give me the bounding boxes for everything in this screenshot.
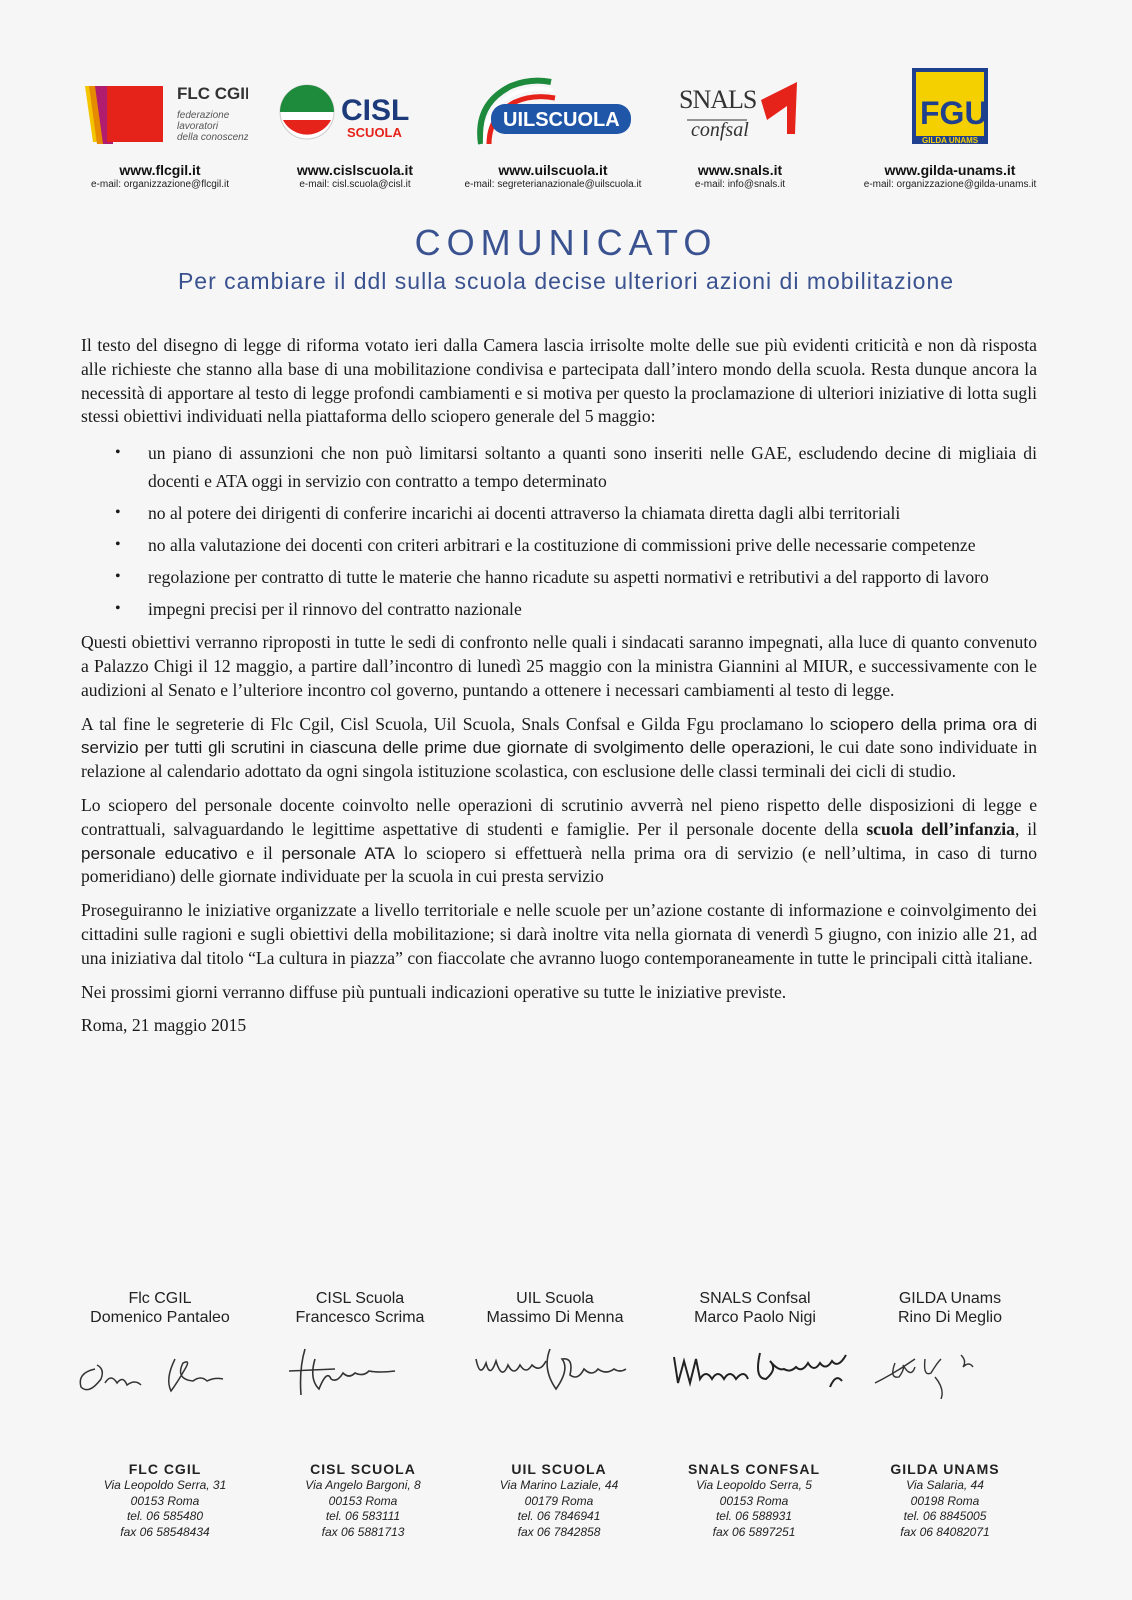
address-street: Via Leopoldo Serra, 31 [103,1478,227,1492]
svg-text:della conoscenza: della conoscenza [176,132,248,143]
strike-highlight: sciopero della prima ora di servizio per tutti gli scrutini in ciascuna delle prime due giornate di svolgimento delle operazioni [81,714,1037,758]
address-fax: fax 06 5897251 [712,1524,796,1539]
bullet-icon: • [115,568,121,586]
org-email[interactable]: e-mail: info@snals.it [694,179,786,190]
org-url[interactable]: www.gilda-unams.it [884,162,1016,178]
signer-org: CISL Scuola [315,1290,405,1307]
address-street: Via Leopoldo Serra, 5 [696,1478,812,1492]
org-flc-cgil [60,64,260,190]
svg-text:UILSCUOLA: UILSCUOLA [502,109,620,131]
signature-image [670,1339,870,1399]
address-uil-scuola [459,1460,659,1540]
address-snals-confsal [654,1460,854,1540]
address-tel: tel. 06 8845005 [903,1509,987,1523]
strike-text: A tal fine le segreterie di Flc Cgil, Cisl Scuola, Uil Scuola, Snals Confsal e Gilda Fgu proclamano lo [81,713,830,734]
demands-list [81,439,1037,623]
bullet-icon: • [115,444,121,462]
address-org: FLC CGIL [128,1461,202,1477]
paragraph-next-days: Nei prossimi giorni verranno diffuse più puntuali indicazioni operative su tutte le iniziative previste. [81,981,787,1002]
paragraph-initiatives: Proseguiranno le iniziative organizzate a livello territoriale e nelle scuole per un’azione costante di informazione e coinvolgimento dei cittadini sulle ragioni e sugli obiettivi della mobilitazione; si darà inoltre vita nella giornata di venerdì 5 giugno, con inizio alle 21, ad una iniziativa dal titolo “La cultura in piazza” con fiaccolate che avranno luogo contemporaneamente in tutte le principali città italiane. [81,900,1037,968]
org-uil-scuola [453,64,653,190]
signer-org: Flc CGIL [128,1290,192,1307]
org-email[interactable]: e-mail: segreterianazionale@uilscuola.it [464,179,642,190]
svg-text:GILDA UNAMS: GILDA UNAMS [922,136,979,145]
footer-addresses [60,1460,1070,1550]
address-city: 00198 Roma [910,1493,980,1508]
list-item-text: no al potere dei dirigenti di conferire incarichi ai docenti attraverso la chiamata diretta dagli albi territoriali [148,503,901,524]
signer-org: UIL Scuola [516,1290,594,1307]
signer-cisl-scuola [260,1289,460,1327]
address-tel: tel. 06 583111 [325,1509,401,1523]
personnel-text: , il [1014,818,1037,839]
signer-name: Marco Paolo Nigi [694,1309,816,1326]
svg-text:FGU: FGU [920,95,988,131]
list-item-text: impegni precisi per il rinnovo del contratto nazionale [148,599,522,620]
address-fax: fax 06 84082071 [900,1524,990,1539]
personnel-text: lo sciopero si effettuerà nella prima ora di servizio (e nell’ultima, in caso di turno pomeridiano) delle giornate individuate per la scuola in cui presta servizio [81,842,1037,887]
svg-text:FLC CGIL: FLC CGIL [176,84,248,103]
cisl-scuola-logo [275,64,435,154]
paragraph-objectives: Questi obiettivi verranno riproposti in tutte le sedi di confronto nelle quali i sindacati saranno impegnati, alla luce di quanto convenuto a Palazzo Chigi il 12 maggio, a partire dall’incontro di lunedì 25 maggio con la ministra Giannini al MIUR, e successivamente con le audizioni al Senato e l’ulteriore incontro col governo, puntando a ottenere i necessari cambiamenti al testo di legge. [81,632,1037,700]
list-item [115,563,1037,591]
org-url[interactable]: www.uilscuola.it [498,162,608,178]
document-title: COMUNICATO [414,222,718,263]
svg-text:SCUOLA: SCUOLA [347,125,402,140]
org-url[interactable]: www.cislscuola.it [296,162,414,178]
signature-image [470,1339,640,1399]
gilda-unams-logo [910,64,990,154]
signers [60,1289,1070,1409]
address-org: UIL SCUOLA [511,1461,607,1477]
org-url[interactable]: www.flcgil.it [119,162,201,178]
address-cisl-scuola [263,1460,463,1540]
address-street: Via Marino Laziale, 44 [499,1478,619,1492]
uil-scuola-logo [471,64,636,154]
list-item [115,531,1037,559]
list-item [115,499,1037,527]
document-body [81,334,1037,1048]
address-fax: fax 06 5881713 [321,1524,405,1539]
document-subtitle: Per cambiare il ddl sulla scuola decise ulteriori azioni di mobilitazione [177,268,955,294]
signature-image [865,1339,1035,1399]
list-item [115,595,1037,623]
address-street: Via Salaria, 44 [906,1478,984,1492]
signature-image [75,1339,245,1399]
address-city: 00153 Roma [719,1493,789,1508]
strike-text-end: , le cui date sono individuate in relazione al calendario adottato da ogni singola istituzione scolastica, con esclusione delle classi terminali dei cicli di studio. [81,737,1037,782]
signer-gilda-unams [850,1289,1050,1327]
address-org: SNALS CONFSAL [688,1461,820,1477]
bullet-icon: • [115,536,121,554]
svg-text:lavoratori: lavoratori [176,121,218,132]
signer-org: SNALS Confsal [699,1290,811,1307]
list-item-text: regolazione per contratto di tutte le materie che hanno ricadute su aspetti normativi e retributivi a del rapporto di lavoro [148,567,989,588]
address-gilda-unams [845,1460,1045,1540]
address-street: Via Angelo Bargoni, 8 [305,1478,421,1492]
signature-image [275,1339,445,1399]
svg-text:confsal: confsal [691,119,749,141]
paragraph-strike [81,713,1037,784]
list-item [115,439,1037,495]
header-logos [60,64,1070,194]
address-org: CISL SCUOLA [310,1461,416,1477]
svg-text:CISL: CISL [341,94,410,127]
svg-text:federazione: federazione [176,110,229,121]
org-snals-confsal [650,64,830,190]
org-cisl-scuola [255,64,455,190]
org-email[interactable]: e-mail: organizzazione@gilda-unams.it [863,179,1037,190]
highlight-ata: personale ATA [281,843,395,863]
signer-uil-scuola [455,1289,655,1327]
address-city: 00153 Roma [328,1493,398,1508]
address-org: GILDA UNAMS [890,1461,1000,1477]
personnel-text: e il [237,842,282,863]
highlight-educativo: personale educativo [81,843,238,863]
document-date: Roma, 21 maggio 2015 [81,1015,247,1036]
signer-flc-cgil [60,1289,260,1327]
bullet-icon: • [115,504,121,522]
signer-name: Francesco Scrima [295,1309,425,1326]
personnel-text: Lo sciopero del personale docente coinvolto nelle operazioni di scrutinio avverrà nel pieno rispetto delle disposizioni di legge e contrattuali, salvaguardando le legittime aspettative di studenti e famiglie. Per il personale docente della [81,794,1037,839]
list-item-text: un piano di assunzioni che non può limitarsi soltanto a quanti sono inseriti nelle GAE, escludendo decine di migliaia di docenti e ATA oggi in servizio con contratto a tempo determinato [148,443,1037,492]
org-email[interactable]: e-mail: cisl.scuola@cisl.it [299,179,411,190]
signer-org: GILDA Unams [898,1290,1002,1307]
snals-confsal-logo [675,64,805,154]
address-city: 00179 Roma [524,1493,594,1508]
address-tel: tel. 06 585480 [126,1509,204,1523]
address-fax: fax 06 58548434 [120,1524,210,1539]
address-flc-cgil [65,1460,265,1540]
signer-name: Rino Di Meglio [897,1309,1003,1326]
signer-name: Massimo Di Menna [486,1309,624,1326]
address-city: 00153 Roma [130,1493,200,1508]
flc-cgil-logo [73,64,248,154]
svg-text:SNALS: SNALS [679,85,757,114]
address-tel: tel. 06 588931 [715,1509,793,1523]
paragraph-personnel [81,794,1037,889]
org-url[interactable]: www.snals.it [697,162,783,178]
signer-name: Domenico Pantaleo [90,1309,230,1326]
org-gilda-unams [835,64,1065,190]
list-item-text: no alla valutazione dei docenti con criteri arbitrari e la costituzione di commissioni prive delle necessarie competenze [148,535,976,556]
signer-snals-confsal [655,1289,855,1327]
bullet-icon: • [115,600,121,618]
address-tel: tel. 06 7846941 [517,1509,601,1523]
highlight-infanzia: scuola dell’infanzia [866,818,1015,839]
address-fax: fax 06 7842858 [517,1524,601,1539]
org-email[interactable]: e-mail: organizzazione@flcgil.it [91,179,229,190]
paragraph-intro: Il testo del disegno di legge di riforma votato ieri dalla Camera lascia irrisolte molte delle sue più evidenti criticità e non dà risposta alle richieste che stanno alla base di una mobilitazione condivisa e partecipata dall’intero mondo della scuola. Resta dunque ancora la necessità di apportare al testo di legge profondi cambiamenti e si motiva per questo la proclamazione di ulteriori iniziative di lotta sugli stessi obiettivi individuati nella piattaforma dello sciopero generale del 5 maggio: [81,335,1037,427]
